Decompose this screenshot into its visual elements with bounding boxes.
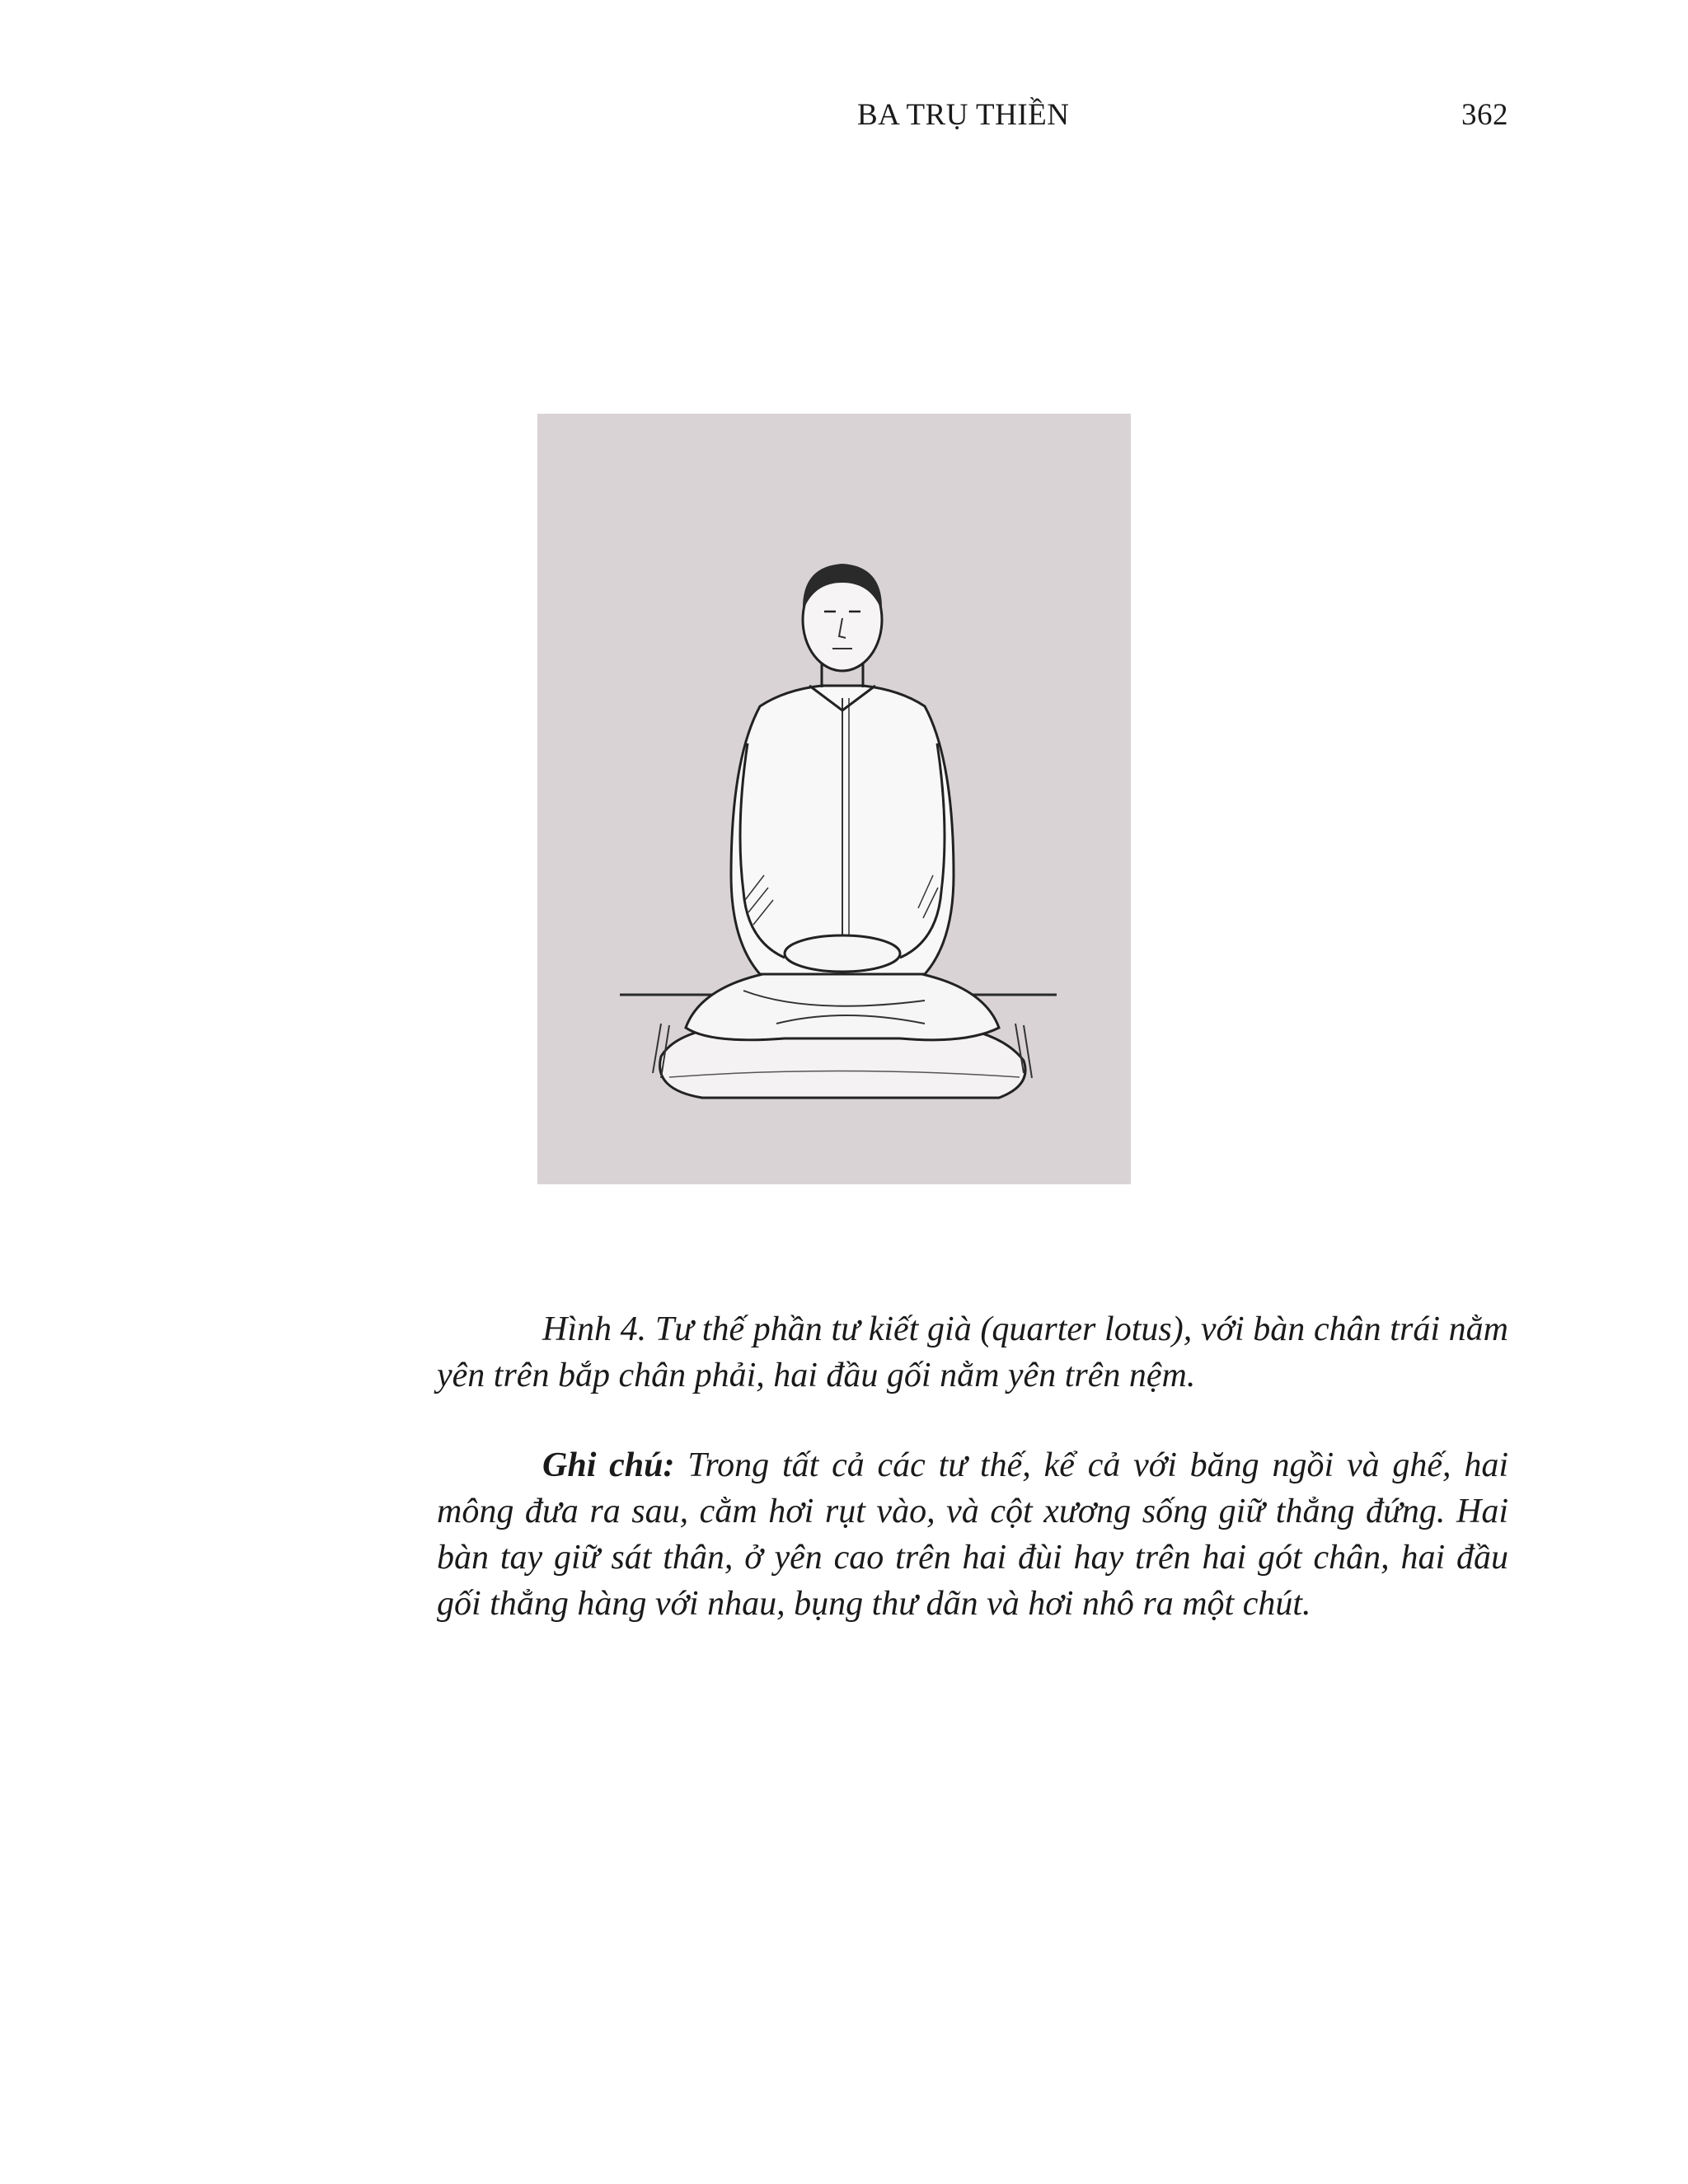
note-text: Trong tất cả các tư thế, kể cả với băng ngồi và ghế, hai mông đưa ra sau, cằm hơi rụt vào, và cột xương sống giữ thẳng đứng. Hai bàn tay giữ sát thân, ở yên cao trên hai đùi hay trên hai gót chân, hai đầu gối thẳng hàng với nhau, bụng thư dãn và hơi nhô ra một chút. [437, 1446, 1509, 1623]
running-head [437, 97, 1508, 147]
page-number: 362 [1461, 98, 1508, 132]
meditation-figure-icon [537, 414, 1131, 1184]
chapter-title: BA TRỤ THIỀN [857, 98, 1070, 132]
note-paragraph [437, 1442, 1508, 1627]
figure-caption: Hình 4. Tư thế phần tư kiết già (quarter lotus), với bàn chân trái nằm yên trên bắp chân phải, hai đầu gối nằm yên trên nệm. [437, 1310, 1508, 1394]
note-label: Ghi chú: [542, 1446, 675, 1484]
meditation-figure-illustration [537, 414, 1131, 1184]
